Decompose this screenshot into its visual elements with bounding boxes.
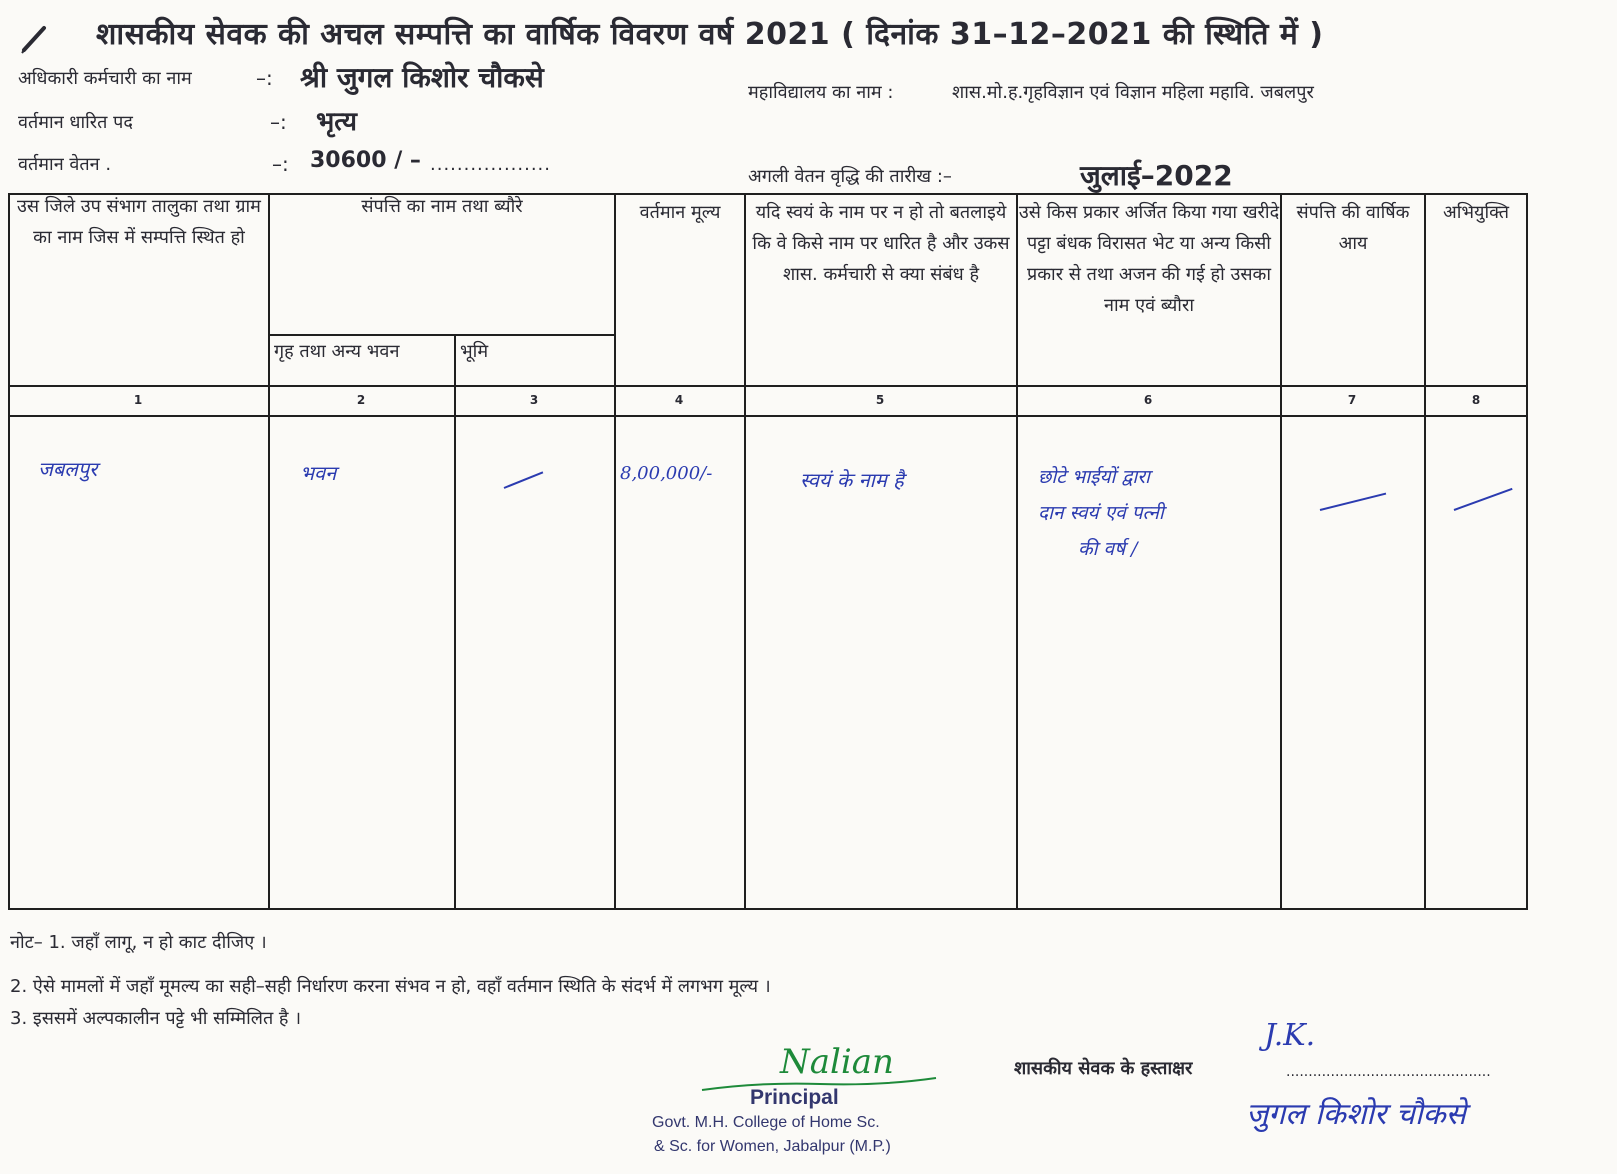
column-header-location: उस जिले उप संभाग तालुका तथा ग्राम का नाम जिस में सम्पत्ति स्थित हो <box>17 196 261 248</box>
column-number: 2 <box>356 393 366 407</box>
subheader-building: गृह तथा अन्य भवन <box>274 341 400 362</box>
stamp-principal: Principal <box>750 1086 839 1109</box>
column-header-acquisition: उसे किस प्रकार अर्जित किया गया खरीदे पट्टा बंधक विरासत भेट या अन्य किसी प्रकार से तथा अजन की गई हो उसका नाम एवं ब्यौरा <box>1018 202 1280 316</box>
property-table <box>8 193 1528 910</box>
row-acquired-line2: दान स्वयं एवं पत्नी <box>1038 502 1164 524</box>
column-divider <box>1280 193 1282 910</box>
column-number: 1 <box>133 393 143 407</box>
header-divider <box>8 385 1528 387</box>
employee-name: श्री जुगल किशोर चौकसे <box>300 61 544 94</box>
post-value: भृत्य <box>316 107 357 137</box>
row-building: भवन <box>300 461 337 485</box>
salary-label: वर्तमान वेतन . <box>18 154 112 175</box>
separator: –: <box>272 152 289 176</box>
college-name: शास.मो.ह.गृहविज्ञान एवं विज्ञान महिला महावि. जबलपुर <box>952 82 1314 103</box>
row-value: 8,00,000/- <box>620 463 713 484</box>
stamp-location-line: & Sc. for Women, Jabalpur (M.P.) <box>654 1138 891 1155</box>
column-header-remarks: अभियुक्ति <box>1442 202 1510 223</box>
employee-initials: J.K. <box>1264 1018 1316 1053</box>
column-divider <box>1424 193 1426 910</box>
college-label: महाविद्यालय का नाम : <box>748 82 894 103</box>
post-label: वर्तमान धारित पद <box>18 112 133 133</box>
column-divider <box>454 334 456 910</box>
note-2: 2. ऐसे मामलों में जहाँ मूमल्य का सही–सही निर्धारण करना संभव न हो, वहाँ वर्तमान स्थिति के संदर्भ में लगभग मूल्य । <box>10 976 771 997</box>
signature-label: शासकीय सेवक के हस्ताक्षर <box>1014 1058 1193 1079</box>
employee-name-label: अधिकारी कर्मचारी का नाम <box>18 68 192 89</box>
column-number: 6 <box>1143 393 1153 407</box>
table-border <box>8 193 1528 910</box>
row-acquired-line1: छोटे भाईयों द्वारा <box>1038 466 1150 488</box>
employee-signature: जुगल किशोर चौकसे <box>1246 1097 1466 1132</box>
column-divider <box>614 193 616 910</box>
column-number: 5 <box>875 393 885 407</box>
column-number: 7 <box>1347 393 1357 407</box>
principal-signature: Nalian <box>780 1042 894 1082</box>
separator: –: <box>270 110 287 134</box>
signature-line: .............................................. <box>1286 1064 1491 1080</box>
column-number: 8 <box>1471 393 1481 407</box>
row-acquired-line3: की वर्ष / <box>1078 538 1138 560</box>
column-header-annual-income: संपत्ति की वार्षिक आय <box>1296 202 1410 254</box>
salary-value: 30600 / – <box>310 148 421 173</box>
column-divider <box>744 193 746 910</box>
column-number: 4 <box>674 393 684 407</box>
column-divider <box>268 193 270 910</box>
pen-icon <box>20 24 50 54</box>
column-number: 3 <box>529 393 539 407</box>
separator: –: <box>256 66 273 90</box>
note-3: 3. इससमें अल्पकालीन पट्टे भी सम्मिलित है । <box>10 1008 302 1029</box>
form-title: शासकीय सेवक की अचल सम्पत्ति का वार्षिक विवरण वर्ष 2021 ( दिनांक 31–12–2021 की स्थिति में ) <box>96 17 1324 52</box>
column-header-property: संपत्ति का नाम तथा ब्यौरे <box>361 196 523 217</box>
row-name-relation: स्वयं के नाम है <box>800 468 904 492</box>
note-1: नोट– 1. जहाँ लागू, न हो काट दीजिए । <box>10 932 267 953</box>
column-header-value: वर्तमान मूल्य <box>639 202 721 223</box>
stamp-college-line: Govt. M.H. College of Home Sc. <box>652 1114 880 1131</box>
column-header-name-relation: यदि स्वयं के नाम पर न हो तो बतलाइये कि वे किसे नाम पर धारित है और उकस शास. कर्मचारी से क्या संबंध है <box>752 202 1010 285</box>
next-increment-label: अगली वेतन वृद्धि की तारीख :– <box>748 166 952 187</box>
subheader-land: भूमि <box>460 341 489 362</box>
salary-dotted-line: .................. <box>430 154 551 175</box>
next-increment-date: जुलाई–2022 <box>1080 159 1233 192</box>
row-location: जबलपुर <box>38 457 98 481</box>
number-row-divider <box>8 415 1528 417</box>
